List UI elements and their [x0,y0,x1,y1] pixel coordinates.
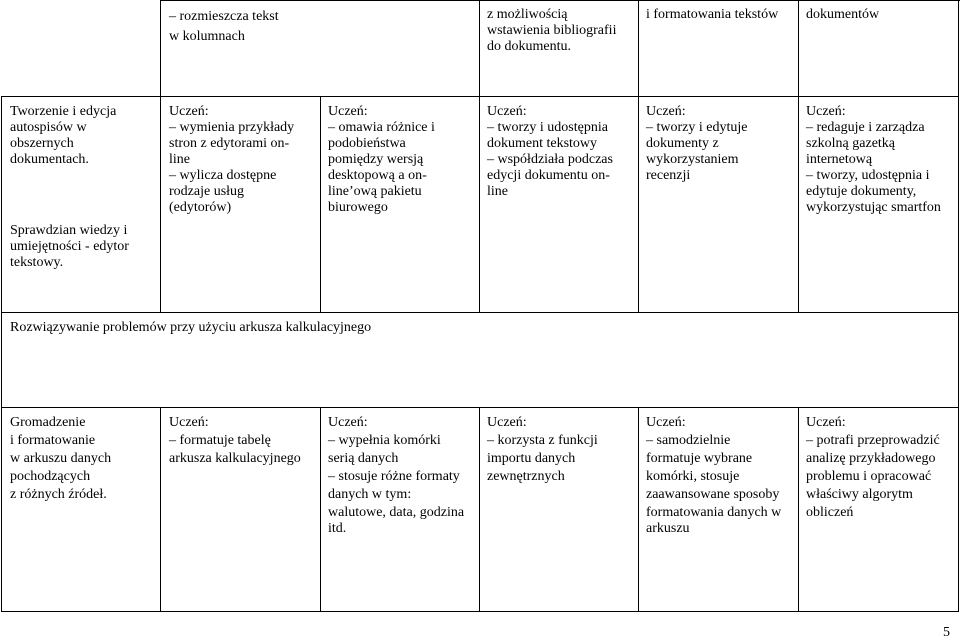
text-line: Uczeń: [328,104,368,119]
text-line: Uczeń: [806,415,846,430]
text-line: rodzaje usług [169,184,245,199]
text-line: właściwy algorytm [806,487,913,502]
text-line: Tworzenie i edycja [10,104,117,119]
text-line: internetową [806,152,873,167]
text-line: line [169,152,190,167]
text-line: arkusza kalkulacyjnego [169,451,301,466]
text-line: pomiędzy wersją [328,152,424,167]
text-line: recenzji [646,168,691,183]
text-line: itd. [328,521,347,536]
text-line: Uczeń: [646,104,686,119]
text-line: dokumentach. [10,152,89,167]
text-line: Uczeń: [487,104,527,119]
text-line: dokumentów [806,7,880,22]
text-line: Uczeń: [487,415,527,430]
text-line: – tworzy i udostępnia [487,120,608,135]
text-line: w arkuszu danych [10,451,112,466]
text-line: komórki, stosuje [646,469,740,484]
text-line: wykorzystując smartfon [806,200,941,215]
text-line: Sprawdzian wiedzy i [10,223,128,238]
text-line: do dokumentu. [487,39,571,54]
text-line: obszernych [10,136,74,151]
text-line: analizę przykładowego [806,451,936,466]
text-line: walutowe, data, godzina [328,505,465,520]
text-line: stron z edytorami on- [169,136,290,151]
text-line: wstawienia bibliografii [487,23,617,38]
text-line: importu danych [487,451,576,466]
text-line: wykorzystaniem [646,152,739,167]
text-line: Uczeń: [169,104,209,119]
text-line: – wymienia przykłady [169,120,295,135]
text-line: – tworzy, udostępnia i [806,168,930,183]
text-line: formatuje wybrane [646,451,753,466]
text-line: i formatowanie [10,433,96,448]
text-line: z możliwością [487,7,568,22]
text-line: – wypełnia komórki [328,433,441,448]
text-line: – stosuje różne formaty [328,469,460,484]
text-line: biurowego [328,200,388,215]
text-line: Uczeń: [169,415,209,430]
text-line: line’ową pakietu [328,184,422,199]
text-line: zewnętrznych [487,469,565,484]
text-line: (edytorów) [169,200,232,215]
text-line: desktopową a on- [328,168,427,183]
text-line: edycji dokumentu on- [487,168,610,183]
text-line: zaawansowane sposoby [646,487,780,502]
text-line: edytuje dokumenty, [806,184,917,199]
text-line: i formatowania tekstów [646,7,779,22]
text-line: Uczeń: [328,415,368,430]
text-line: line [487,184,508,199]
text-line: szkolną gazetką [806,136,896,151]
text-line: z różnych źródeł. [10,487,107,502]
text-line: formatowania danych w [646,505,782,520]
text-line: pochodzących [10,469,91,484]
text-line: – współdziała podczas [487,152,613,167]
text-line: – redaguje i zarządza [806,120,925,135]
text-line: podobieństwa [328,136,406,151]
text-line: – formatuje tabelę [169,433,271,448]
text-line: – potrafi przeprowadzić [806,433,940,448]
text-line: – wylicza dostępne [169,168,277,183]
text-line: Uczeń: [646,415,686,430]
text-line: dokumenty z [646,136,719,151]
text-line: problemu i opracować [806,469,932,484]
text-line: Gromadzenie [10,415,86,430]
text-line: Uczeń: [806,104,846,119]
text-line: arkuszu [646,521,690,536]
text-line: umiejętności - edytor [10,239,129,254]
text-line: serią danych [328,451,399,466]
page-number: 5 [943,625,950,640]
text-line: w kolumnach [169,29,245,44]
text-line: autospisów w [10,120,87,135]
text-line: – samodzielnie [646,433,731,448]
text-line: – tworzy i edytuje [646,120,748,135]
section-title: Rozwiązywanie problemów przy użyciu arkusza kalkulacyjnego [10,320,372,335]
text-line: danych w tym: [328,487,412,502]
text-line: – rozmieszcza tekst [169,9,279,24]
text-line: tekstowy. [10,255,64,270]
text-line: – korzysta z funkcji [487,433,598,448]
text-line: dokument tekstowy [487,136,598,151]
text-line: – omawia różnice i [328,120,435,135]
text-line: obliczeń [806,505,854,520]
